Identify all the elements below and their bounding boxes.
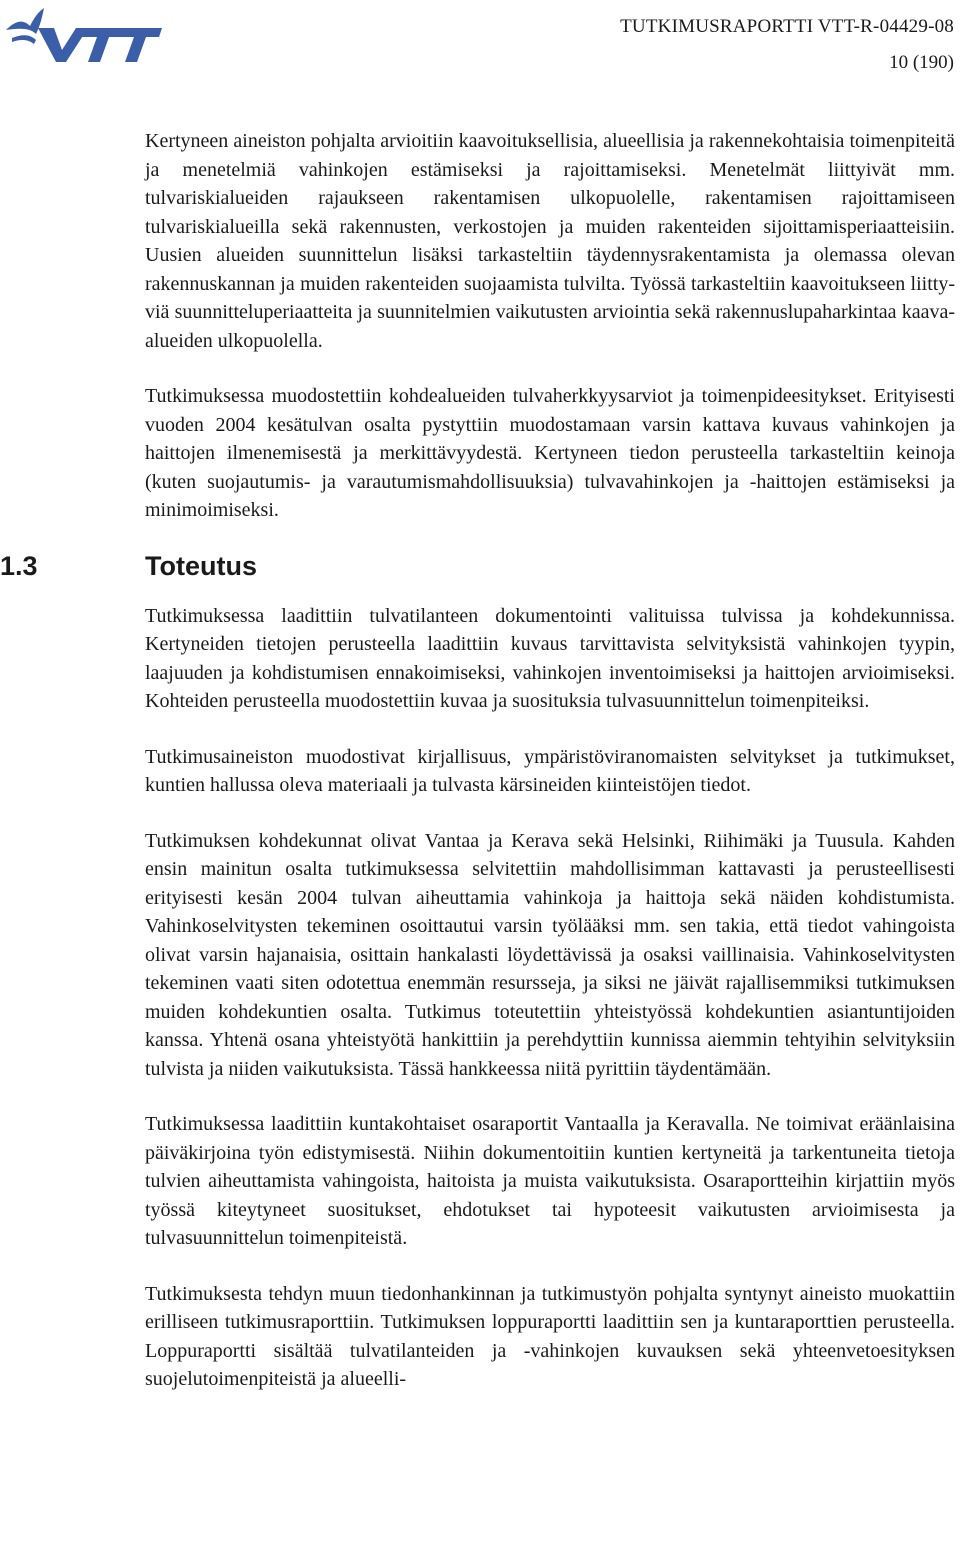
paragraph: Tutkimusaineiston muodostivat kirjallisuus, ympäristöviranomaisten selvitykset ja tutkimukset, kuntien hallussa oleva materiaali ja tulvasta kärsineiden kiinteistöjen tiedot. (145, 745, 955, 796)
paragraph: Tutkimuksessa muodostettiin kohdealueiden tulvaherkkyysarviot ja toimenpideesitykset. Erityisesti vuoden 2004 kesätulvan osalta pystyttiin muodostamaan varsin kattava kuvaus vahinkojen ja haittojen ilmenemisestä ja merkittävyydestä. Kertyneen tiedon perusteella tarkasteltiin keinoja (kuten suojautumis- ja varautumismahdollisuuksia) tulvavahinkojen ja -haittojen estämiseksi ja minimoimiseksi. (145, 385, 955, 521)
paragraph: Tutkimuksen kohdekunnat olivat Vantaa ja Kerava sekä Helsinki, Riihimäki ja Tuusula. Kahden ensin mainitun osalta tutkimuksessa selvitettiin mahdollisimman kattavasti ja perusteellisesti erityisesti kesän 2004 tulvan aiheuttamia vahinkoja ja haittoja sekä näiden kohdistumista. Vahinkoselvitysten tekeminen osoittautui varsin työlääksi mm. sen takia, että tiedot vahingoista olivat varsin hajanaisia, osittain hankalasti löydettävissä ja osaksi vaillinaisia. Vahinkoselvitysten tekeminen vaati siten odotettua enemmän resursseja, ja siksi ne jäivät rajallisemmiksi tutkimuksen muiden kohdekuntien osalta. Tutkimus toteutettiin yhteistyössä kohdekuntien asiantuntijoiden kanssa. Yhtenä osana yhteistyötä hankittiin ja perehdyttiin kunnissa aiemmin tehtyihin selvityksiin tulvista ja niiden vaikutuksista. Tässä hankkeessa niitä pyrittiin täydentämään. (145, 829, 955, 1080)
paragraph: Tutkimuksessa laadittiin tulvatilanteen dokumentointi valituissa tulvissa ja kohdekunnissa. Kertyneiden tietojen perusteella laadittiin kuvaus tarvittavista selvityksistä vahinkojen tyypin, laajuuden ja kohdistumisen ennakoimiseksi, vahinkojen inventoimiseksi ja haittojen arvioimiseksi. Kohteiden perusteella muodostettiin kuvaa ja suosituksia tulvasuunnittelun toimenpiteiksi. (145, 604, 955, 712)
paragraph: Tutkimuksessa laadittiin kuntakohtaiset osaraportit Vantaalla ja Keravalla. Ne toimivat eräänlaisina päiväkirjoina työn edistymisestä. Niihin dokumentoitiin kuntien kertyneitä ja tarkentuneita tietoja tulvien aiheuttamista vahingoista, haitoista ja muista vaikutuksista. Osaraportteihin kirjattiin myös työssä kiteytyneet suositukset, ehdotukset tai hypoteesit vaikutusten arvioimisesta ja tulvasuunnittelun toimenpiteistä. (145, 1113, 955, 1249)
page-number: 10 (190) (889, 52, 954, 73)
section-heading (0, 544, 810, 588)
body-text (0, 127, 955, 1421)
report-id: TUTKIMUSRAPORTTI VTT-R-04429-08 (620, 16, 954, 37)
paragraph: Kertyneen aineiston pohjalta arvioitiin kaavoituksellisia, alueellisia ja rakennekohtaisia toimenpiteitä ja menetelmiä vahinkojen estämiseksi ja rajoittamiseksi. Menetelmät liittyivät mm. tulvariskialueiden rajaukseen rakentamisen ulkopuolelle, rakentamisen rajoittamiseen tulvariskialueilla sekä rakennusten, verkostojen ja muiden rakenteiden sijoittamisperiaatteisiin. Uusien alueiden suunnittelun lisäksi tarkasteltiin täydennysrakentamista ja olemassa olevan rakennuskannan ja muiden rakenteiden suojaamista tulvilta. Työssä tarkasteltiin kaavoitukseen liittyviä suunnitteluperiaatteita ja suunnitelmien vaikutusten arviointia sekä rakennuslupaharkintaa kaava-alueiden ulkopuolella. (145, 130, 955, 352)
paragraph: Tutkimuksesta tehdyn muun tiedonhankinnan ja tutkimustyön pohjalta syntynyt aineisto muokattiin erilliseen tutkimusraporttiin. Tutkimuksen loppuraportti laadittiin sen ja kuntaraporttien perusteella. Loppuraportti sisältää tulvatilanteiden ja -vahinkojen kuvauksen sekä yhteenvetoesityksen suojelutoimenpiteistä ja alueelli- (145, 1282, 955, 1390)
vtt-logo-icon (4, 4, 162, 64)
section-title: Toteutus (145, 550, 257, 581)
section-number: 1.3 (0, 550, 38, 581)
